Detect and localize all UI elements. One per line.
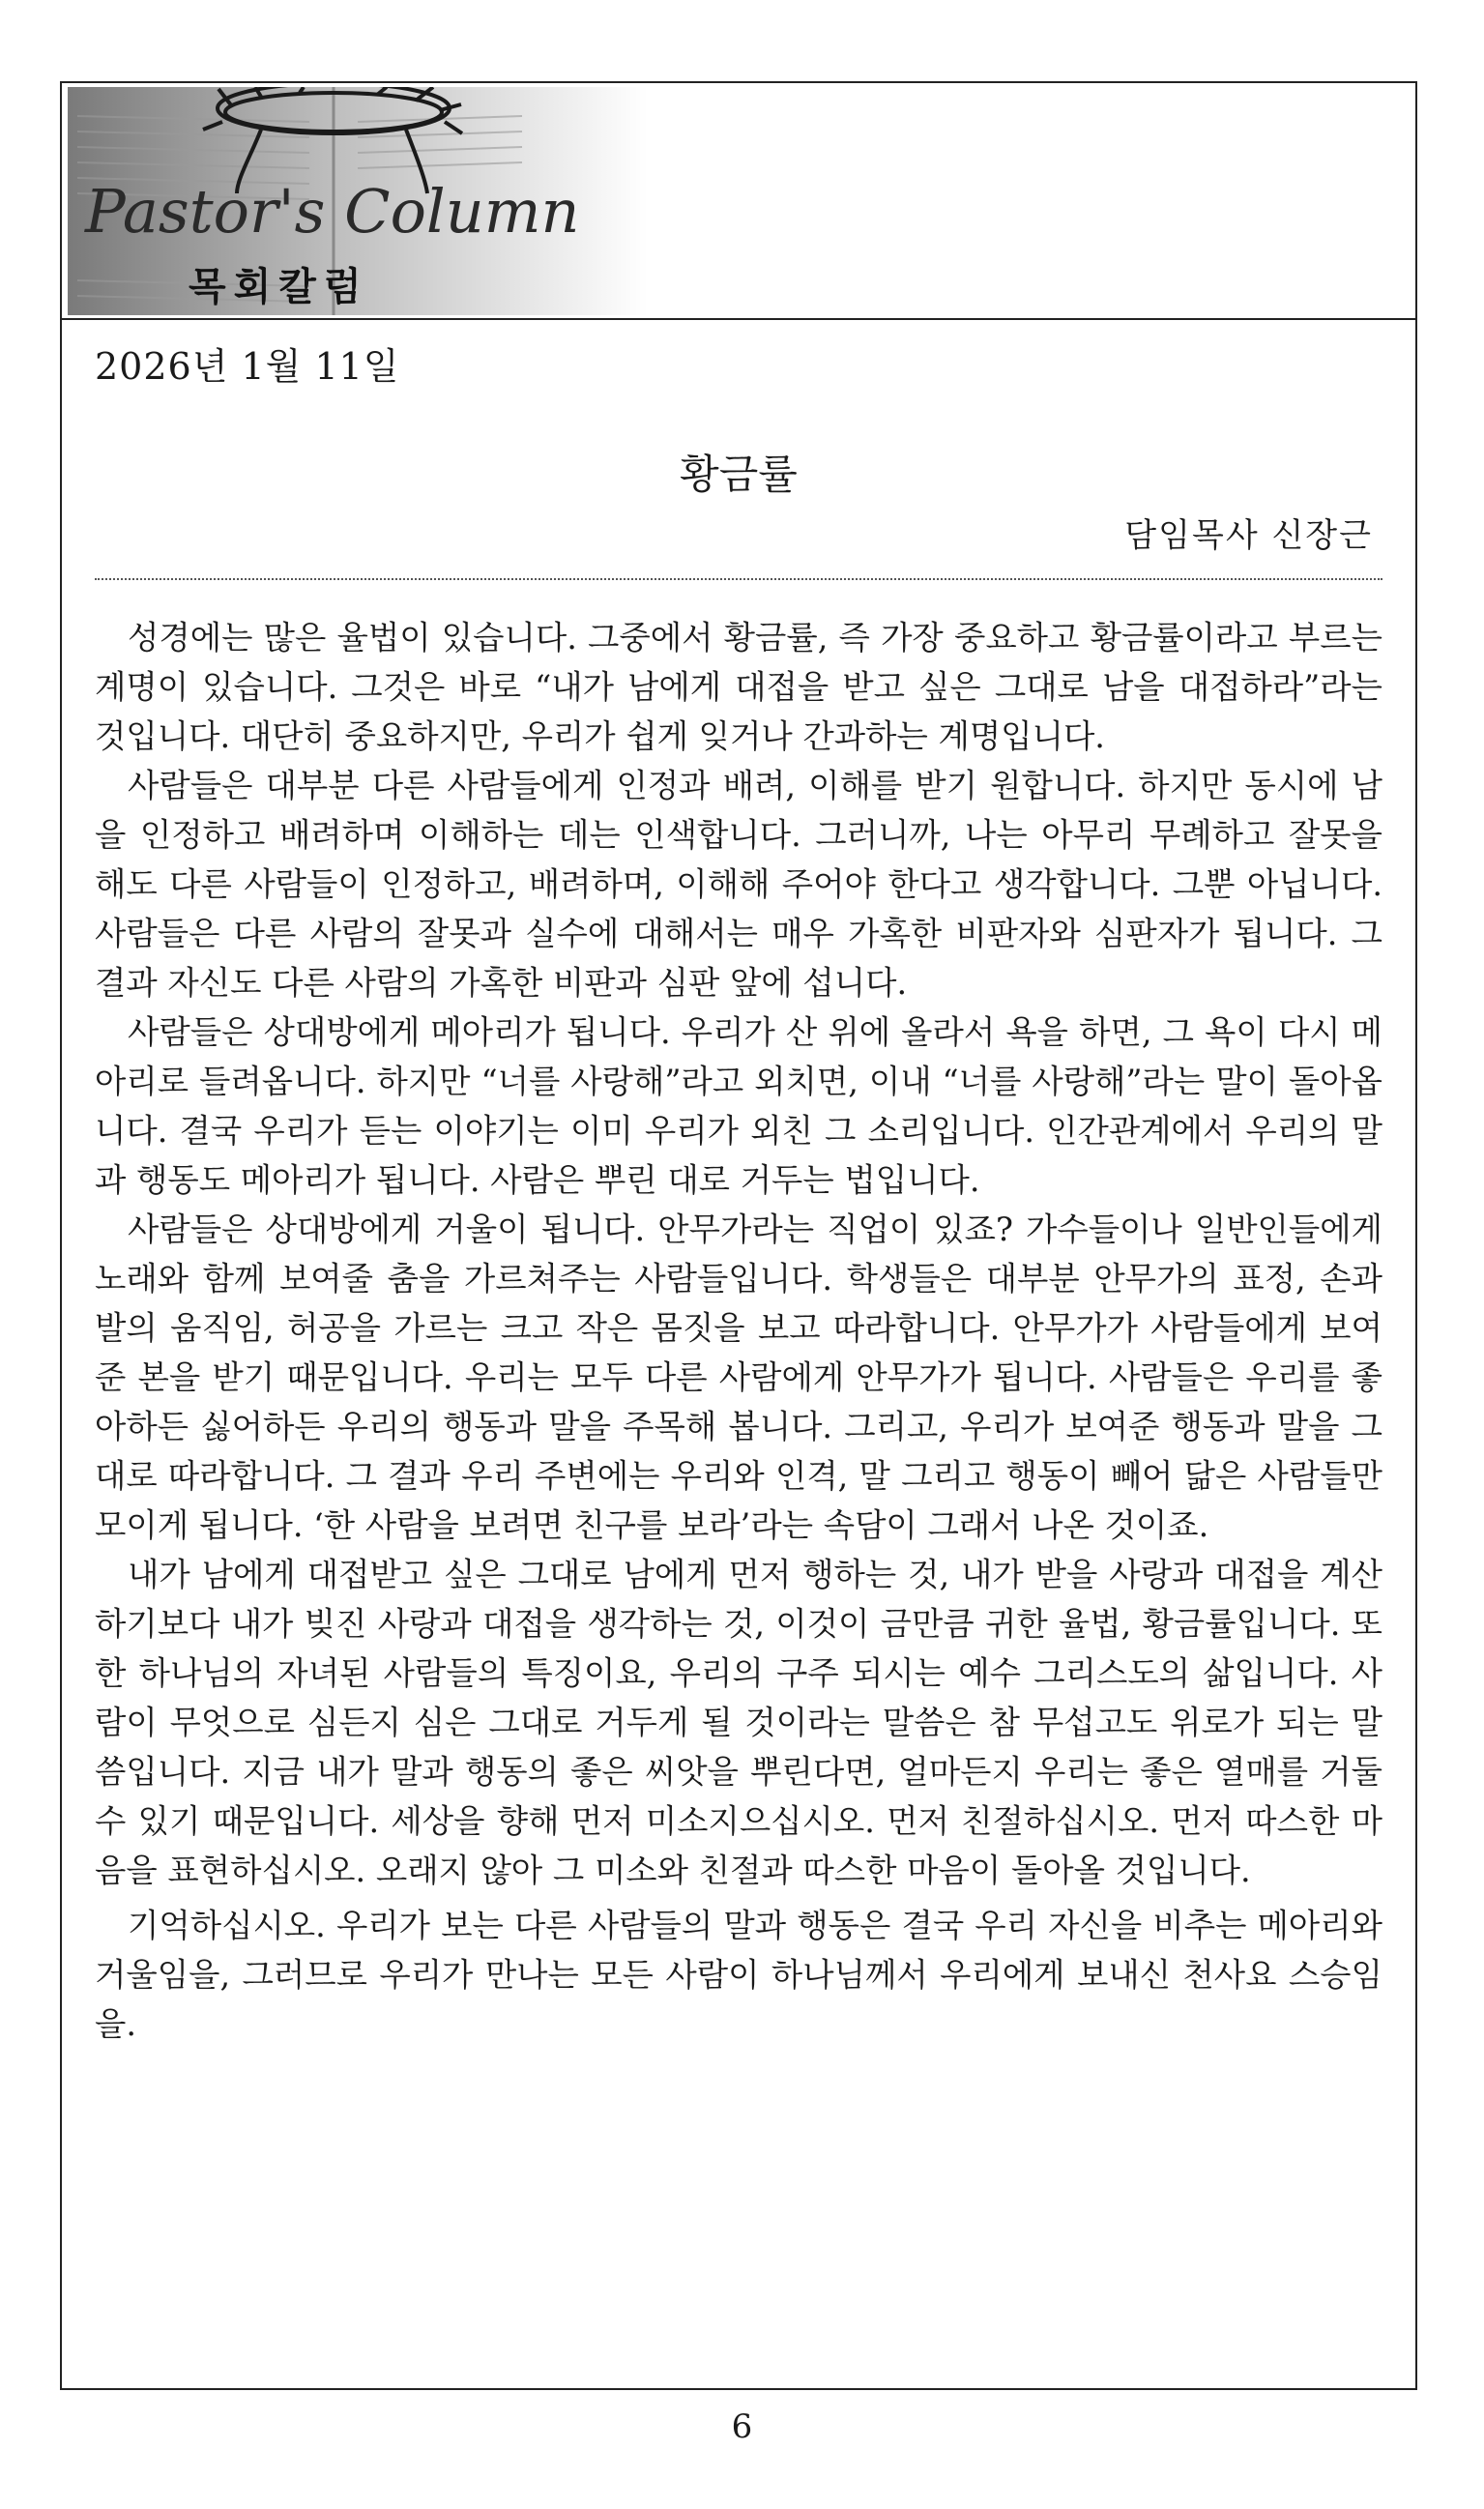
paragraph: 성경에는 많은 율법이 있습니다. 그중에서 황금률, 즉 가장 중요하고 황금률이라고 부르는 계명이 있습니다. 그것은 바로 “내가 남에게 대접을 받고 싶은 그대로 남을 대접하라”라는 것입니다. 대단히 중요하지만, 우리가 쉽게 잊거나 간과하는 계명입니다. <box>95 619 1382 755</box>
column-header <box>62 83 1415 320</box>
paragraph: 사람들은 상대방에게 메아리가 됩니다. 우리가 산 위에 올라서 욕을 하면, 그 욕이 다시 메아리로 들려옵니다. 하지만 “너를 사랑해”라고 외치면, 이내 “너를 사랑해”라는 말이 돌아옵니다. 결국 우리가 듣는 이야기는 이미 우리가 외친 그 소리입니다. 인간관계에서 우리의 말과 행동도 메아리가 됩니다. 사람은 뿌린 대로 거두는 법입니다. <box>95 1013 1382 1199</box>
dotted-divider <box>95 578 1382 580</box>
column-date: 2026년 1월 11일 <box>95 345 400 388</box>
pastors-column-logo <box>68 87 648 315</box>
paragraph: 사람들은 상대방에게 거울이 됩니다. 안무가라는 직업이 있죠? 가수들이나 일반인들에게 노래와 함께 보여줄 춤을 가르쳐주는 사람들입니다. 학생들은 대부분 안무가의 표정, 손과 발의 움직임, 허공을 가르는 크고 작은 몸짓을 보고 따라합니다. 안무가가 사람들에게 보여준 본을 받기 때문입니다. 우리는 모두 다른 사람에게 안무가가 됩니다. 사람들은 우리를 좋아하든 싫어하든 우리의 행동과 말을 주목해 봅니다. 그리고, 우리가 보여준 행동과 말을 그대로 따라합니다. 그 결과 우리 주변에는 우리와 인격, 말 그리고 행동이 빼어 닮은 사람들만 모이게 됩니다. ‘한 사람을 보려면 친구를 보라’라는 속담이 그래서 나온 것이죠. <box>95 1211 1382 1544</box>
pastors-column-logo-subtitle: 목회칼럼 <box>189 265 369 309</box>
column-frame <box>60 81 1417 2390</box>
column-author: 담임목사 신장근 <box>1124 516 1373 555</box>
column-body <box>95 613 1382 2049</box>
paragraph: 기억하십시오. 우리가 보는 다른 사람들의 말과 행동은 결국 우리 자신을 비추는 메아리와 거울임을, 그러므로 우리가 만나는 모든 사람이 하나님께서 우리에게 보내신 천사요 스승임을. <box>95 1907 1382 2043</box>
page-number: 6 <box>731 2407 753 2446</box>
paragraph: 내가 남에게 대접받고 싶은 그대로 남에게 먼저 행하는 것, 내가 받을 사랑과 대접을 계산하기보다 내가 빚진 사랑과 대접을 생각하는 것, 이것이 금만큼 귀한 율법, 황금률입니다. 또한 하나님의 자녀된 사람들의 특징이요, 우리의 구주 되시는 예수 그리스도의 삶입니다. 사람이 무엇으로 심든지 심은 그대로 거두게 될 것이라는 말씀은 참 무섭고도 위로가 되는 말씀입니다. 지금 내가 말과 행동의 좋은 씨앗을 뿌린다면, 얼마든지 우리는 좋은 열매를 거둘 수 있기 때문입니다. 세상을 향해 먼저 미소지으십시오. 먼저 친절하십시오. 먼저 따스한 마음을 표현하십시오. 오래지 않아 그 미소와 친절과 따스한 마음이 돌아올 것입니다. <box>95 1556 1382 1889</box>
paragraph: 사람들은 대부분 다른 사람들에게 인정과 배려, 이해를 받기 원합니다. 하지만 동시에 남을 인정하고 배려하며 이해하는 데는 인색합니다. 그러니까, 나는 아무리 무례하고 잘못을 해도 다른 사람들이 인정하고, 배려하며, 이해해 주어야 한다고 생각합니다. 그뿐 아닙니다. 사람들은 다른 사람의 잘못과 실수에 대해서는 매우 가혹한 비판자와 심판자가 됩니다. 그 결과 자신도 다른 사람의 가혹한 비판과 심판 앞에 섭니다. <box>95 767 1382 1002</box>
column-title: 황금률 <box>680 451 798 498</box>
pastors-column-logo-title: Pastor's Column <box>85 176 580 247</box>
